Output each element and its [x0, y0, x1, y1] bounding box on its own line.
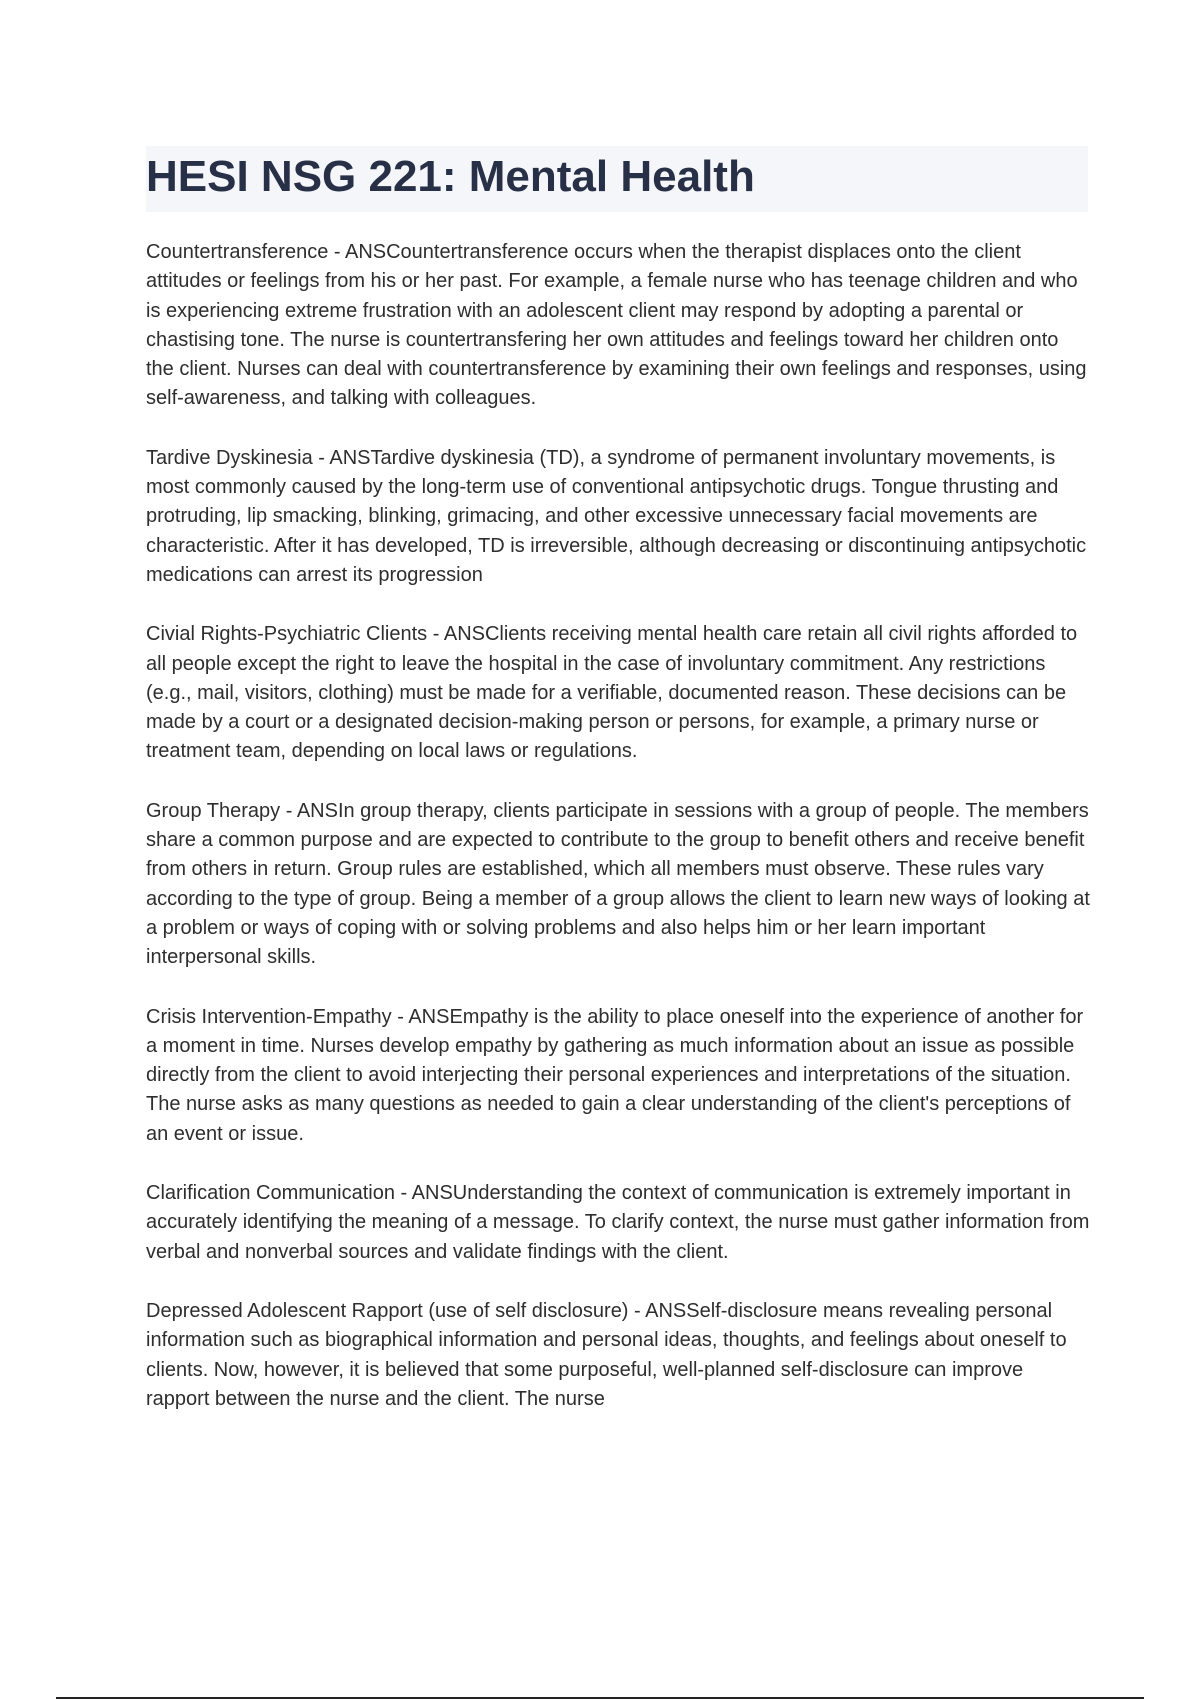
page-bottom-rule: [56, 1697, 1144, 1699]
entry-countertransference: Countertransference - ANSCountertransference occurs when the therapist displaces onto the client attitudes or feelings from his or her past. For example, a female nurse who has teenage children and who is experiencing extreme frustration with an adolescent client may respond by adopting a parental or chastising tone. The nurse is countertransfering her own attitudes and feelings toward her children onto the client. Nurses can deal with countertransference by examining their own feelings and responses, using self-awareness, and talking with colleagues.: [146, 241, 1087, 410]
entry-tardive-dyskinesia: Tardive Dyskinesia - ANSTardive dyskinesia (TD), a syndrome of permanent involuntary movements, is most commonly caused by the long-term use of conventional antipsychotic drugs. Tongue thrusting and protruding, lip smacking, blinking, grimacing, and other excessive unnecessary facial movements are characteristic. After it has developed, TD is irreversible, although decreasing or discontinuing antipsychotic medications can arrest its progression: [146, 446, 1087, 586]
entry-clarification-communication: Clarification Communication - ANSUnderstanding the context of communication is extremely important in accurately identifying the meaning of a message. To clarify context, the nurse must gather information from verbal and nonverbal sources and validate findings with the client.: [146, 1182, 1090, 1263]
entry-crisis-intervention: Crisis Intervention-Empathy - ANSEmpathy is the ability to place oneself into the experience of another for a moment in time. Nurses develop empathy by gathering as much information about an issue as possible directly from the client to avoid interjecting their personal experiences and interpretations of the situation. The nurse asks as many questions as needed to gain a clear understanding of the client's perceptions of an event or issue.: [146, 1005, 1084, 1145]
entry-civil-rights: Civial Rights-Psychiatric Clients - ANSClients receiving mental health care retain all civil rights afforded to all people except the right to leave the hospital in the case of involuntary commitment. Any restrictions (e.g., mail, visitors, clothing) must be made for a verifiable, documented reason. These decisions can be made by a court or a designated decision-making person or persons, for example, a primary nurse or treatment team, depending on local laws or regulations.: [146, 623, 1078, 763]
entry-list: [146, 238, 1091, 1444]
page-title: HESI NSG 221: Mental Health: [146, 152, 755, 201]
entry-depressed-adolescent-rapport: Depressed Adolescent Rapport (use of self disclosure) - ANSSelf-disclosure means revealing personal information such as biographical information and personal ideas, thoughts, and feelings about oneself to clients. Now, however, it is believed that some purposeful, well-planned self-disclosure can improve rapport between the nurse and the client. The nurse: [146, 1299, 1067, 1410]
entry-group-therapy: Group Therapy - ANSIn group therapy, clients participate in sessions with a group of people. The members share a common purpose and are expected to contribute to the group to benefit others and receive benefit from others in return. Group rules are established, which all members must observe. These rules vary according to the type of group. Being a member of a group allows the client to learn new ways of looking at a problem or ways of coping with or solving problems and also helps him or her learn important interpersonal skills.: [146, 799, 1090, 969]
